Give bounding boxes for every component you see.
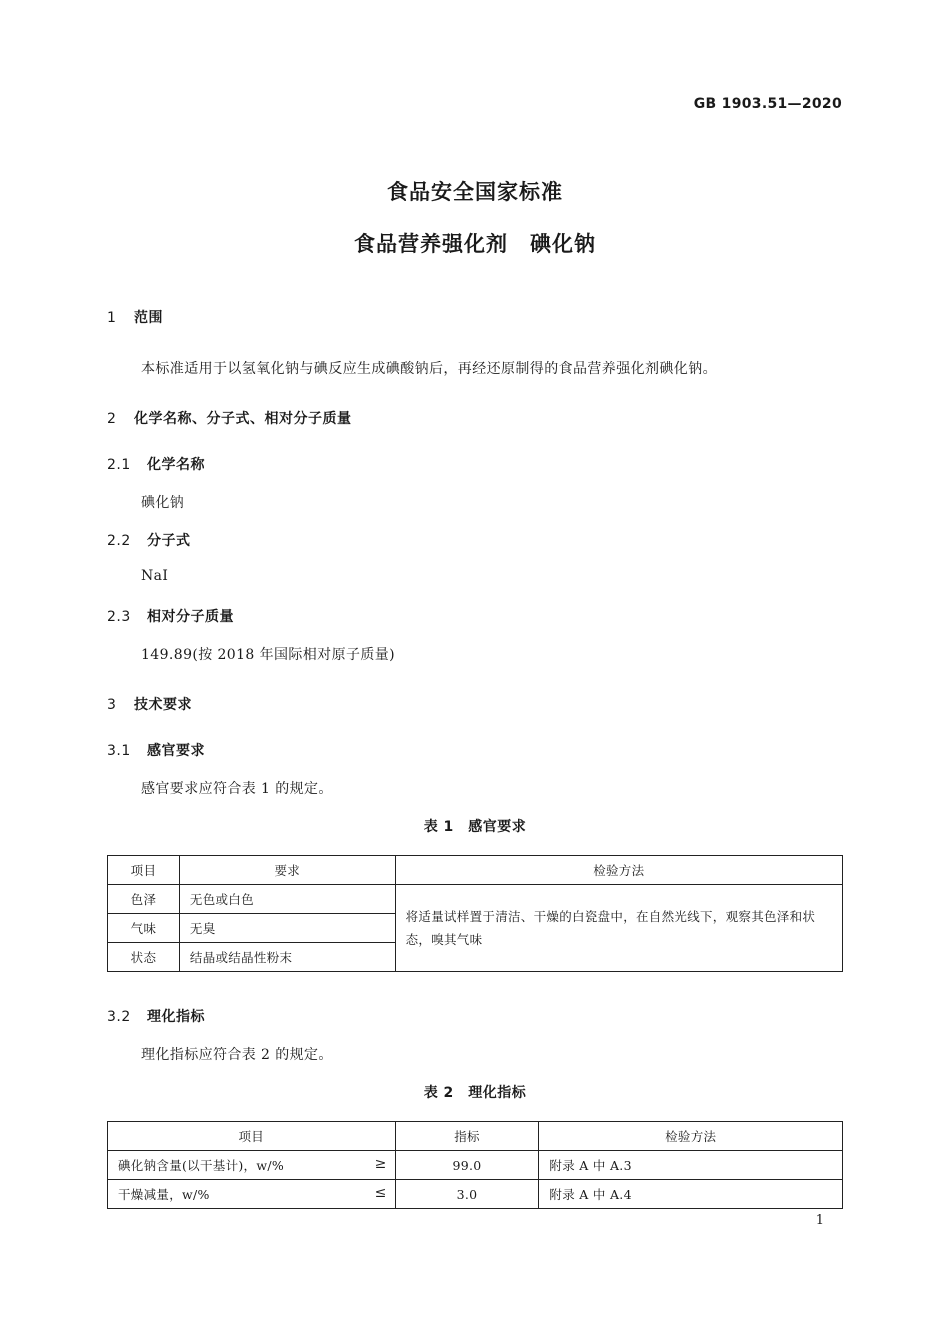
table-cell-method: 附录 A 中 A.4	[539, 1180, 843, 1209]
table-cell-value: 99.0	[395, 1151, 539, 1180]
page-number: 1	[815, 1213, 824, 1228]
less-equal-symbol: ≤	[374, 1185, 387, 1201]
table-header-row	[108, 856, 843, 885]
section-2-3-text: 149.89(按 2018 年国际相对原子质量)	[141, 647, 396, 663]
section-2-heading	[107, 408, 352, 428]
document-title: 食品安全国家标准	[387, 180, 563, 204]
column-header: 检验方法	[395, 856, 842, 885]
item-label: 碘化钠含量(以干基计)，w/%	[118, 1158, 285, 1173]
section-2-3-heading	[107, 606, 234, 626]
item-label: 干燥减量，w/%	[118, 1187, 210, 1202]
section-1-heading	[107, 307, 163, 327]
table-2-caption: 表 2 理化指标	[423, 1085, 527, 1101]
section-3-heading	[107, 694, 192, 714]
column-header: 指标	[395, 1122, 539, 1151]
section-1-text: 本标准适用于以氢氧化钠与碘反应生成碘酸钠后，再经还原制得的食品营养强化剂碘化钠。	[141, 361, 717, 377]
section-number: 1	[107, 310, 117, 326]
standard-number: GB 1903.51—2020	[693, 96, 842, 112]
sensory-requirements-table	[107, 855, 843, 972]
section-3-1-text: 感官要求应符合表 1 的规定。	[141, 781, 333, 797]
section-2-2-heading	[107, 530, 191, 550]
table-cell-value: 3.0	[395, 1180, 539, 1209]
section-number: 3	[107, 697, 117, 713]
table-cell-item	[108, 1180, 396, 1209]
section-2-1-heading	[107, 454, 205, 474]
section-number: 2.2	[107, 533, 131, 549]
section-number: 2	[107, 411, 117, 427]
section-title: 理化指标	[147, 1009, 205, 1025]
table-cell-requirement: 无臭	[179, 914, 395, 943]
table-cell-item	[108, 1151, 396, 1180]
section-3-2-text: 理化指标应符合表 2 的规定。	[141, 1047, 333, 1063]
section-2-2-text: NaI	[141, 568, 169, 584]
greater-equal-symbol: ≥	[374, 1156, 387, 1172]
section-title: 技术要求	[134, 697, 192, 713]
column-header: 项目	[108, 1122, 396, 1151]
section-title: 感官要求	[147, 743, 205, 759]
section-number: 3.2	[107, 1009, 131, 1025]
column-header: 要求	[179, 856, 395, 885]
table-cell-requirement: 结晶或结晶性粉末	[179, 943, 395, 972]
table-cell-method: 附录 A 中 A.3	[539, 1151, 843, 1180]
table-row	[108, 1180, 843, 1209]
table-header-row	[108, 1122, 843, 1151]
table-cell-requirement: 无色或白色	[179, 885, 395, 914]
table-row	[108, 885, 843, 914]
table-cell-item: 状态	[108, 943, 180, 972]
table-row	[108, 1151, 843, 1180]
section-2-1-text: 碘化钠	[141, 495, 185, 511]
column-header: 检验方法	[539, 1122, 843, 1151]
section-title: 分子式	[147, 533, 191, 549]
section-3-2-heading	[107, 1006, 205, 1026]
table-cell-item: 色泽	[108, 885, 180, 914]
physicochemical-table	[107, 1121, 843, 1209]
section-title: 化学名称	[147, 457, 205, 473]
section-number: 3.1	[107, 743, 131, 759]
column-header: 项目	[108, 856, 180, 885]
table-1-caption: 表 1 感官要求	[423, 819, 527, 835]
section-number: 2.3	[107, 609, 131, 625]
section-title: 范围	[134, 310, 163, 326]
table-cell-item: 气味	[108, 914, 180, 943]
section-3-1-heading	[107, 740, 205, 760]
document-subtitle: 食品营养强化剂 碘化钠	[354, 232, 596, 256]
section-title: 相对分子质量	[147, 609, 234, 625]
section-title: 化学名称、分子式、相对分子质量	[134, 411, 352, 427]
section-number: 2.1	[107, 457, 131, 473]
table-cell-method: 将适量试样置于清洁、干燥的白瓷盘中，在自然光线下，观察其色泽和状态，嗅其气味	[395, 885, 842, 972]
